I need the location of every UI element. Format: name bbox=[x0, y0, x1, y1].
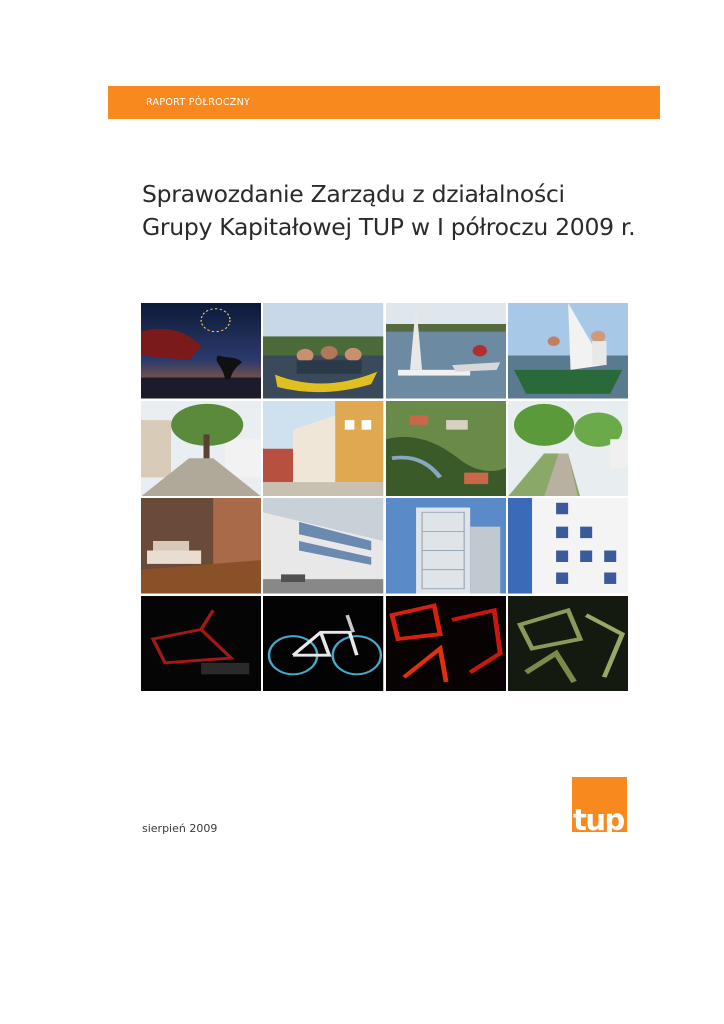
catamaran-sailing-photo bbox=[386, 303, 506, 399]
white-residential-block-photo bbox=[508, 498, 628, 594]
blue-mountain-bike-photo bbox=[263, 596, 383, 692]
canoe-paddlers-photo bbox=[263, 303, 383, 399]
report-type-label: RAPORT PÓŁROCZNY bbox=[146, 97, 251, 108]
green-alley-rendering bbox=[508, 401, 628, 497]
green-frame-parts-photo bbox=[508, 596, 628, 692]
sailboat-crew-photo bbox=[508, 303, 628, 399]
fireworks-over-lake-photo bbox=[141, 303, 261, 399]
title-line-2: Grupy Kapitałowej TUP w I półroczu 2009 r. bbox=[142, 213, 636, 241]
title-line-1: Sprawozdanie Zarządu z działalności bbox=[142, 180, 565, 208]
document-title bbox=[142, 178, 662, 244]
header-banner bbox=[108, 86, 660, 119]
photo-collage bbox=[141, 303, 628, 691]
townhouses-rendering bbox=[263, 401, 383, 497]
red-bicycle-frame-photo bbox=[141, 596, 261, 692]
red-frame-parts-photo bbox=[386, 596, 506, 692]
report-date: sierpień 2009 bbox=[142, 822, 218, 835]
housing-estate-aerial-rendering bbox=[386, 401, 506, 497]
street-with-trees-rendering bbox=[141, 401, 261, 497]
glass-office-building-rendering bbox=[386, 498, 506, 594]
interior-living-room-rendering bbox=[141, 498, 261, 594]
office-building-photo bbox=[263, 498, 383, 594]
tup-logo-text: tup bbox=[573, 803, 624, 837]
tup-logo bbox=[572, 777, 627, 837]
